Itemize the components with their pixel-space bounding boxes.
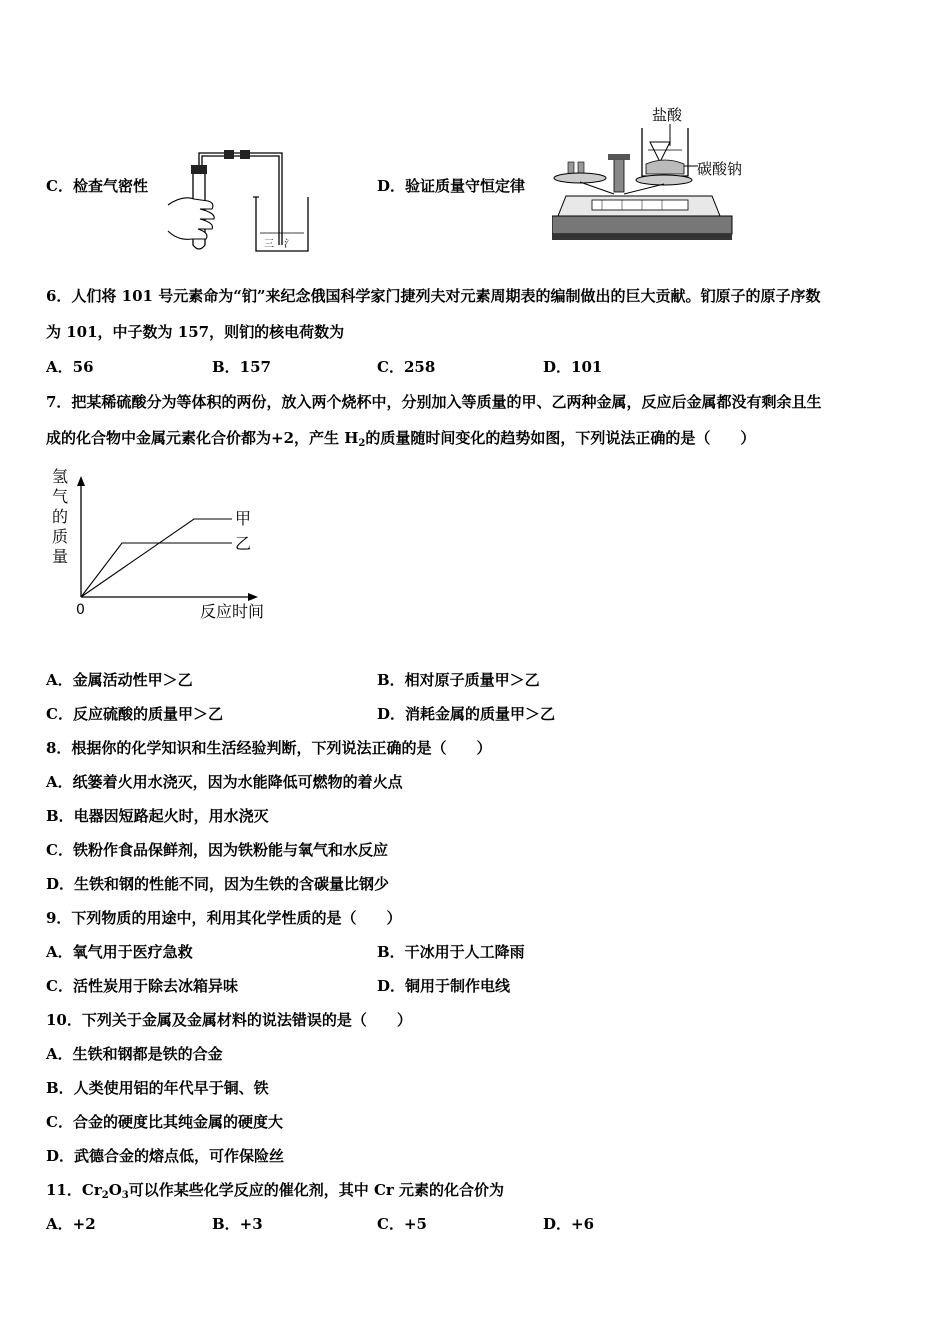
svg-text:三: 三 bbox=[264, 239, 274, 250]
q6-option-b: B．157 bbox=[212, 358, 271, 376]
q7-option-d: D．消耗金属的质量甲＞乙 bbox=[377, 705, 556, 723]
q6-stem-line1: 6．人们将 101 号元素命为“钔”来纪念俄国科学家门捷列夫对元素周期表的编制做出的巨大贡献。钔原子的原子序数 bbox=[46, 287, 821, 305]
series-jia-line bbox=[81, 519, 232, 597]
acid-label: 盐酸 bbox=[652, 106, 683, 124]
q8-option-b: B．电器因短路起火时，用水浇灭 bbox=[46, 807, 269, 825]
hydrogen-mass-chart bbox=[44, 462, 284, 627]
q11-option-a: A．+2 bbox=[46, 1215, 96, 1233]
q10-option-c: C．合金的硬度比其纯金属的硬度大 bbox=[46, 1113, 283, 1131]
q6-option-c: C．258 bbox=[377, 358, 436, 376]
q7-stem-line1: 7．把某稀硫酸分为等体积的两份，放入两个烧杯中，分别加入等质量的甲、乙两种金属，反应后金属都没有剩余且生 bbox=[46, 393, 822, 411]
q11-option-d: D．+6 bbox=[543, 1215, 595, 1233]
q6-stem-line2: 为 101，中子数为 157，则钔的核电荷数为 bbox=[46, 323, 345, 341]
q5-option-c: C．检查气密性 bbox=[46, 177, 148, 195]
q10-option-d: D．武德合金的熔点低，可作保险丝 bbox=[46, 1147, 285, 1165]
q11-stem: 11．$Cr_2O_3$可以作某些化学反应的催化剂，其中 Cr 元素的化合价为 bbox=[46, 1181, 505, 1201]
q9-stem: 9．下列物质的用途中，利用其化学性质的是（ ） bbox=[46, 909, 402, 927]
svg-text:的: 的 bbox=[52, 507, 69, 526]
carbonate-label: 碳酸钠 bbox=[697, 160, 743, 178]
q8-option-d: D．生铁和钢的性能不同，因为生铁的含碳量比钢少 bbox=[46, 875, 390, 893]
svg-text:量: 量 bbox=[52, 547, 69, 566]
q6-option-a: A．56 bbox=[46, 358, 94, 376]
q10-option-b: B．人类使用铝的年代早于铜、铁 bbox=[46, 1079, 269, 1097]
q7-option-c: C．反应硫酸的质量甲＞乙 bbox=[46, 705, 223, 723]
svg-text:氢: 氢 bbox=[52, 467, 69, 486]
q8-stem: 8．根据你的化学知识和生活经验判断，下列说法正确的是（ ） bbox=[46, 739, 492, 757]
q10-option-a: A．生铁和钢都是铁的合金 bbox=[46, 1045, 223, 1063]
q7-stem-line2: 成的化合物中金属元素化合价都为+2，产生 $H_2$的质量随时间变化的趋势如图，下列说法正确的是（ ） bbox=[46, 429, 756, 449]
q8-option-c: C．铁粉作食品保鲜剂，因为铁粉能与氧气和水反应 bbox=[46, 841, 388, 859]
q9-option-a: A．氧气用于医疗急救 bbox=[46, 943, 193, 961]
q9-option-c: C．活性炭用于除去冰箱异味 bbox=[46, 977, 238, 995]
y-axis-label bbox=[52, 467, 68, 566]
q7-option-b: B．相对原子质量甲＞乙 bbox=[377, 671, 540, 689]
origin-label: 0 bbox=[76, 602, 85, 618]
svg-text:氵: 氵 bbox=[284, 239, 294, 250]
q11-option-c: C．+5 bbox=[377, 1215, 427, 1233]
q9-option-b: B．干冰用于人工降雨 bbox=[377, 943, 525, 961]
q7-option-a: A．金属活动性甲＞乙 bbox=[46, 671, 193, 689]
q5-option-d: D．验证质量守恒定律 bbox=[377, 177, 526, 195]
series-yi-label: 乙 bbox=[235, 534, 252, 553]
airtightness-apparatus-figure bbox=[160, 145, 320, 257]
series-yi-line bbox=[81, 543, 232, 597]
q8-option-a: A．纸篓着火用水浇灭，因为水能降低可燃物的着火点 bbox=[46, 773, 403, 791]
q6-option-d: D．101 bbox=[543, 358, 603, 376]
series-jia-label: 甲 bbox=[235, 509, 252, 528]
svg-text:质: 质 bbox=[52, 527, 69, 546]
q11-option-b: B．+3 bbox=[212, 1215, 263, 1233]
svg-text:气: 气 bbox=[52, 487, 69, 506]
mass-conservation-balance-figure bbox=[552, 104, 752, 244]
q9-option-d: D．铜用于制作电线 bbox=[377, 977, 511, 995]
x-axis-label: 反应时间 bbox=[200, 602, 265, 621]
q10-stem: 10．下列关于金属及金属材料的说法错误的是（ ） bbox=[46, 1011, 412, 1029]
